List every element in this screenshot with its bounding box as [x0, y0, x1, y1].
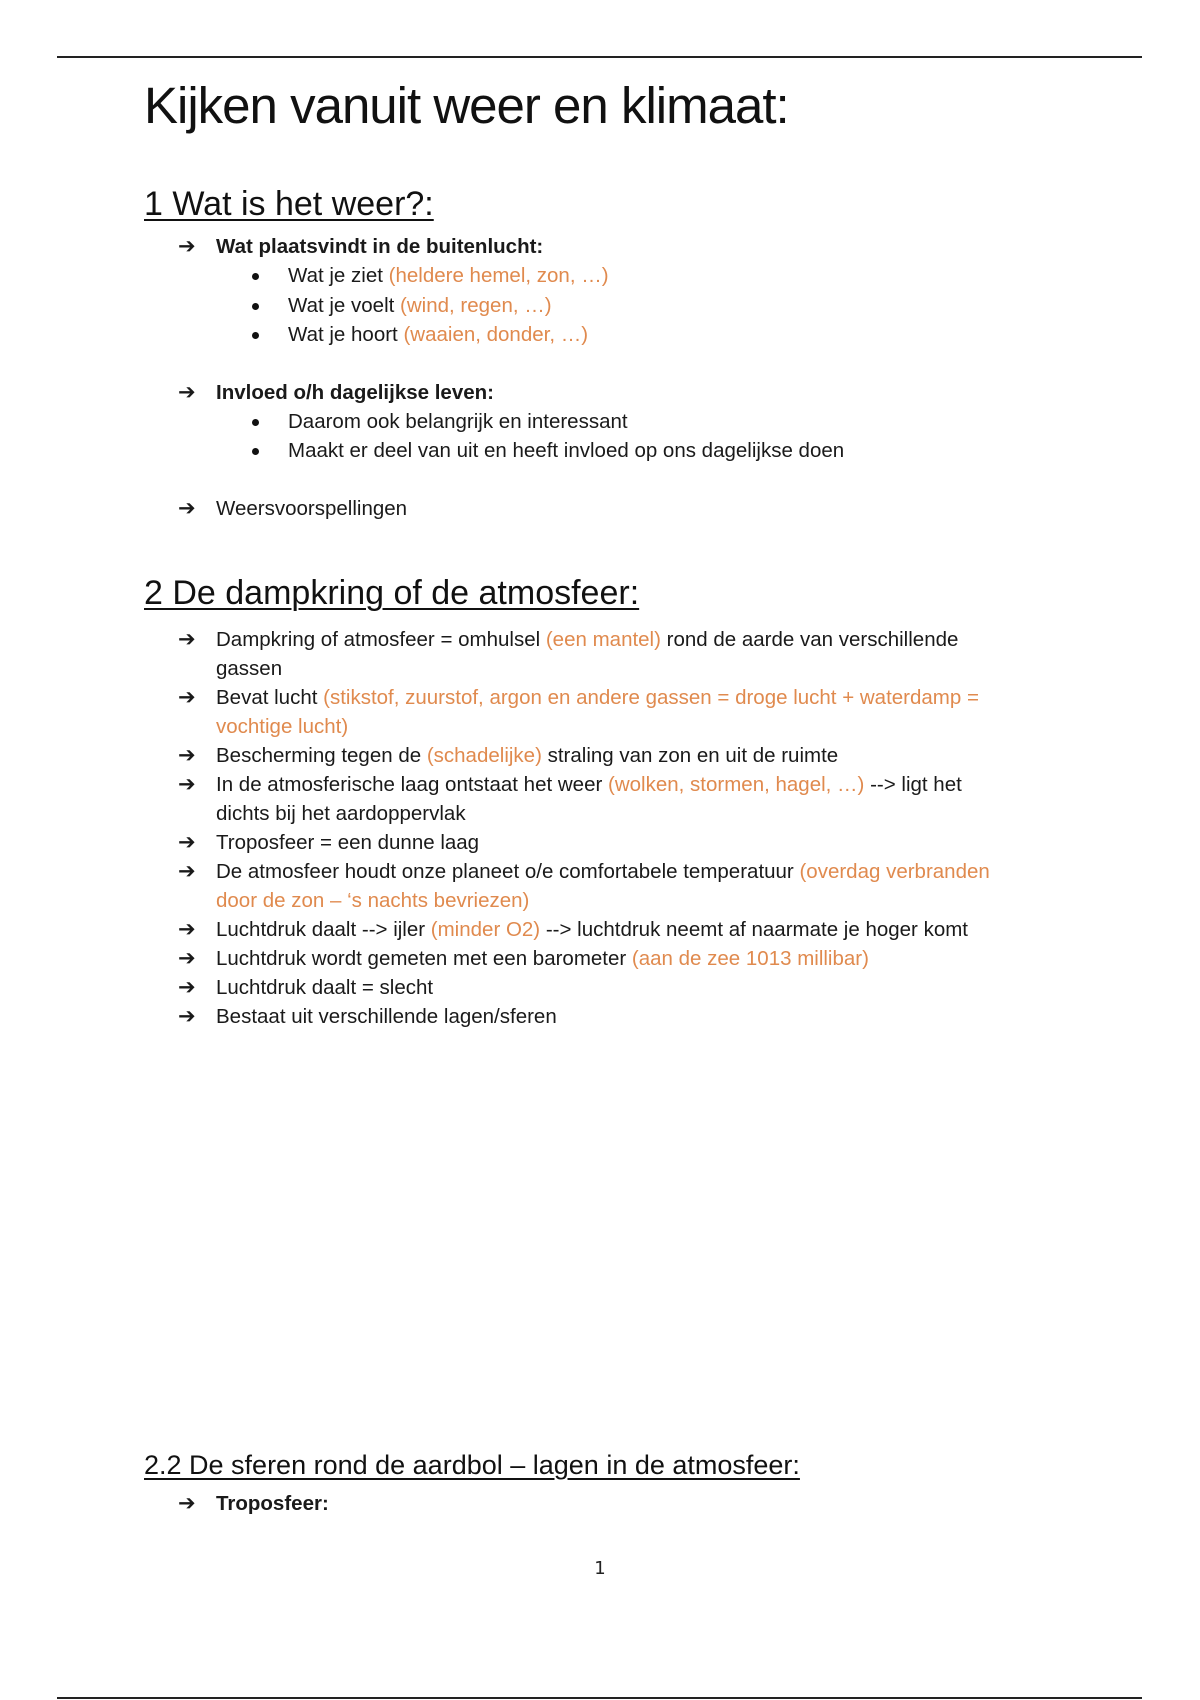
item-text: Luchtdruk wordt gemeten met een barometer [216, 946, 632, 970]
bullet-icon [252, 332, 259, 339]
arrow-item [144, 1002, 1084, 1031]
item-note: (stikstof, zuurstof, argon en andere gassen = droge lucht + waterdamp = vochtige lucht) [216, 685, 979, 738]
item-label: Invloed o/h dagelijkse leven: [216, 380, 494, 404]
arrow-item [144, 857, 1084, 915]
arrow-right-icon: ➔ [178, 830, 196, 854]
footer-rule [57, 1697, 1142, 1699]
section-heading-2: 2 De dampkring of de atmosfeer: [144, 573, 640, 612]
page-title: Kijken vanuit weer en klimaat: [144, 77, 789, 134]
item-label: Weersvoorspellingen [216, 496, 408, 520]
item-text: Maakt er deel van uit en heeft invloed op ons dagelijkse doen [288, 439, 845, 462]
arrow-right-icon: ➔ [178, 1004, 196, 1028]
arrow-item [144, 683, 1084, 741]
section-heading-2-2: 2.2 De sferen rond de aardbol – lagen in de atmosfeer: [144, 1449, 800, 1480]
arrow-item [144, 973, 1084, 1002]
item-text: Daarom ook belangrijk en interessant [288, 409, 628, 433]
list-item [144, 261, 1084, 291]
arrow-right-icon: ➔ [178, 859, 196, 883]
arrow-item [144, 915, 1084, 944]
item-text: Wat je voelt [288, 293, 401, 317]
arrow-item [144, 770, 1084, 828]
item-text: Luchtdruk daalt = slecht [216, 975, 434, 999]
item-note: (aan de zee 1013 millibar) [631, 946, 869, 970]
arrow-item [144, 494, 1084, 523]
list-item [144, 407, 1084, 437]
item-note: (schadelijke) [426, 743, 542, 767]
item-note: (minder O2) [430, 917, 541, 941]
item-text: De atmosfeer houdt onze planeet o/e comfortabele temperatuur [216, 859, 800, 883]
item-note: (heldere hemel, zon, …) [388, 264, 609, 287]
item-text: Bevat lucht [216, 685, 324, 709]
arrow-item [144, 625, 1084, 683]
bullet-icon [252, 273, 259, 280]
bullet-list [144, 407, 1084, 466]
page-number: 1 [594, 1558, 606, 1579]
item-note: (wolken, stormen, hagel, …) [608, 772, 865, 796]
item-text: Wat je hoort [288, 323, 404, 346]
item-text: Luchtdruk daalt --> ijler [216, 917, 431, 941]
item-text: straling van zon en uit de ruimte [541, 743, 839, 767]
arrow-right-icon: ➔ [178, 380, 196, 404]
section-heading-1: 1 Wat is het weer?: [144, 185, 434, 223]
list-item [144, 320, 1084, 350]
list-item [144, 436, 1084, 466]
bullet-icon [252, 303, 259, 310]
arrow-item [144, 828, 1084, 857]
list-item [144, 291, 1084, 321]
item-label: Wat plaatsvindt in de buitenlucht: [216, 235, 544, 258]
item-text: Bescherming tegen de [216, 743, 427, 767]
bullet-list [144, 261, 1084, 350]
arrow-right-icon: ➔ [178, 772, 196, 796]
item-note: (waaien, donder, …) [403, 323, 589, 346]
arrow-right-icon: ➔ [178, 627, 196, 651]
arrow-right-icon: ➔ [178, 235, 196, 258]
item-text: Bestaat uit verschillende lagen/sferen [216, 1004, 557, 1028]
item-text: In de atmosferische laag ontstaat het weer [216, 772, 609, 796]
arrow-right-icon: ➔ [178, 946, 196, 970]
item-text: Dampkring of atmosfeer = omhulsel [216, 627, 546, 651]
item-text: rond de aarde van verschillende gassen [216, 627, 959, 680]
item-text: --> luchtdruk neemt af naarmate je hoger komt [540, 917, 968, 941]
arrow-right-icon: ➔ [178, 1491, 196, 1515]
arrow-item [144, 378, 1084, 407]
item-text: Troposfeer = een dunne laag [216, 830, 480, 854]
arrow-right-icon: ➔ [178, 975, 196, 999]
arrow-right-icon: ➔ [178, 917, 196, 941]
item-text: Wat je ziet [288, 264, 389, 287]
bullet-icon [252, 448, 259, 455]
document-body [144, 70, 1084, 1518]
arrow-right-icon: ➔ [178, 743, 196, 767]
item-note: (een mantel) [545, 627, 661, 651]
item-note: (overdag verbranden door de zon – ‘s nachts bevriezen) [216, 859, 990, 912]
arrow-item [144, 232, 1084, 261]
arrow-item [144, 741, 1084, 770]
arrow-right-icon: ➔ [178, 496, 196, 520]
bullet-icon [252, 419, 259, 426]
arrow-item [144, 1489, 1084, 1518]
item-text: --> ligt het dichts bij het aardoppervlak [216, 772, 962, 825]
item-note: (wind, regen, …) [400, 293, 552, 317]
arrow-item [144, 944, 1084, 973]
arrow-right-icon: ➔ [178, 685, 196, 709]
header-rule [57, 56, 1142, 58]
item-label: Troposfeer: [216, 1491, 329, 1515]
